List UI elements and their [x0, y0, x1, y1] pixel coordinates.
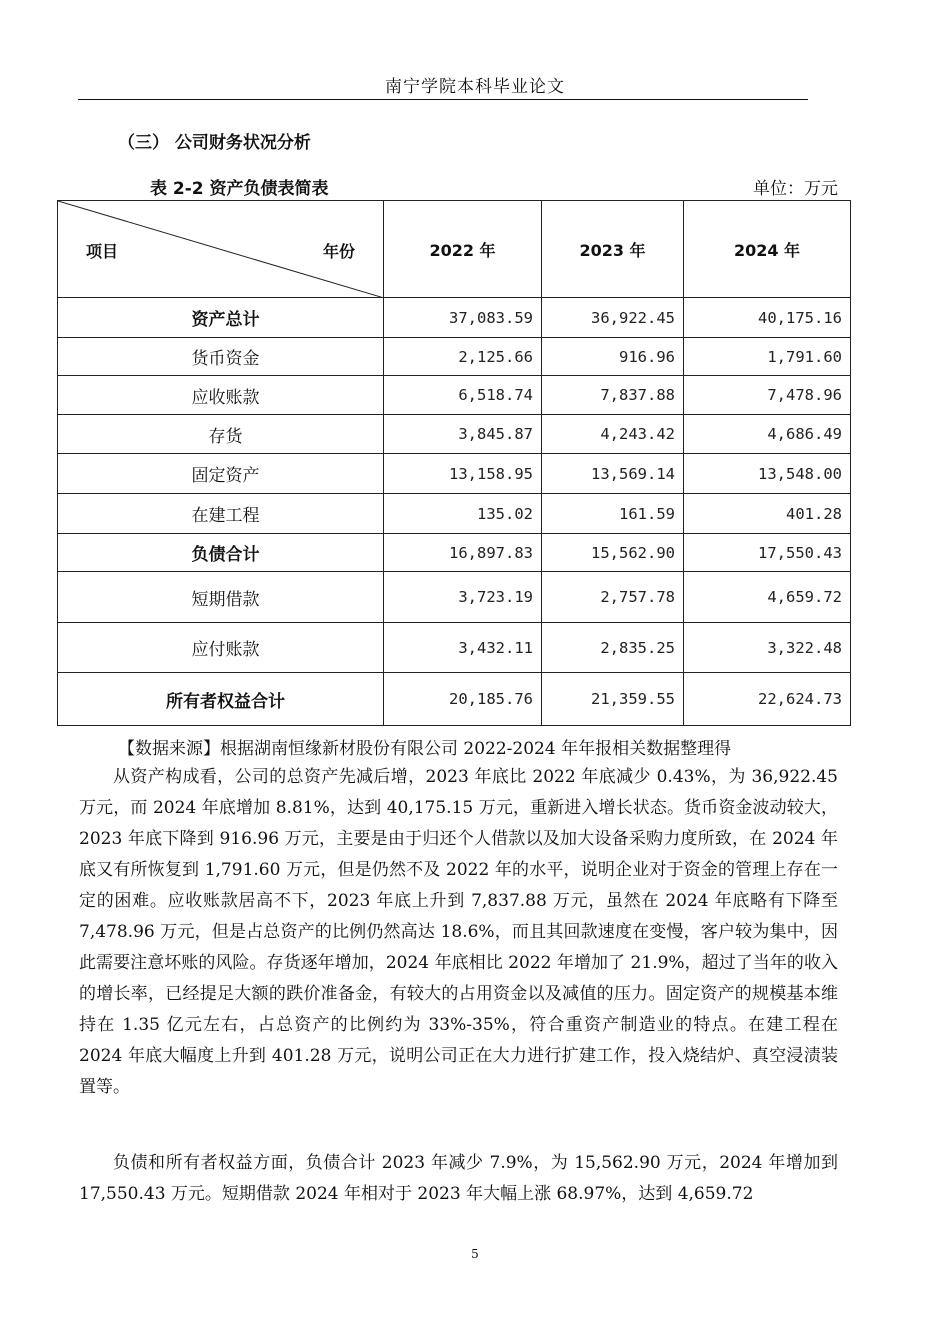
page-number: 5 [471, 1247, 479, 1261]
cell-value: 6,518.74 [384, 376, 542, 415]
cell-value: 401.28 [684, 494, 851, 534]
row-label: 存货 [58, 415, 384, 454]
cell-value: 3,322.48 [684, 623, 851, 673]
row-label: 应收账款 [58, 376, 384, 415]
row-label: 货币资金 [58, 338, 384, 376]
cell-value: 13,548.00 [684, 454, 851, 494]
body-paragraph-assets: 从资产构成看，公司的总资产先减后增，2023 年底比 2022 年底减少 0.43%，为 36,922.45 万元，而 2024 年底增加 8.81%，达到 40,175.15 万元，重新进入增长状态。货币资金波动较大，2023 年底下降到 916.96 万元，主要是由于归还个人借款以及加大设备采购力度所致，在 2024 年底又有所恢复到 1,791.60 万元，但是仍然不及 2022 年的水平，说明企业对于资金的管理上存在一定的困难。应收账款居高不下，2023 年底上升到 7,837.88 万元，虽然在 2024 年底略有下降至 7,478.96 万元，但是占总资产的比例仍然高达 18.6%，而且其回款速度在变慢，客户较为集中，因此需要注意坏账的风险。存货逐年增加，2024 年底相比 2022 年增加了 21.9%，超过了当年的收入的增长率，已经提足大额的跌价准备金，有较大的占用资金以及减值的压力。固定资产的规模基本维持在 1.35 亿元左右，占总资产的比例约为 33%-35%，符合重资产制造业的特点。在建工程在 2024 年底大幅度上升到 401.28 万元，说明公司正在大力进行扩建工作，投入烧结炉、真空浸渍装置等。 [79, 767, 838, 1097]
cell-value: 7,837.88 [542, 376, 684, 415]
table-header-row [58, 201, 851, 298]
table-row [58, 376, 851, 415]
table-row [58, 454, 851, 494]
cell-value: 135.02 [384, 494, 542, 534]
year-header-2022: 2022 年 [384, 201, 542, 298]
body-paragraph-liabilities: 负债和所有者权益方面，负债合计 2023 年减少 7.9%，为 15,562.90 万元，2024 年增加到 17,550.43 万元。短期借款 2024 年相对于 2023 年大幅上涨 68.97%，达到 4,659.72 [79, 1153, 838, 1204]
cell-value: 916.96 [542, 338, 684, 376]
cell-value: 21,359.55 [542, 673, 684, 726]
cell-value: 2,125.66 [384, 338, 542, 376]
year-header-2023: 2023 年 [542, 201, 684, 298]
row-label: 短期借款 [58, 572, 384, 623]
table-row [58, 298, 851, 338]
cell-value: 13,158.95 [384, 454, 542, 494]
cell-value: 161.59 [542, 494, 684, 534]
table-row [58, 494, 851, 534]
cell-value: 2,757.78 [542, 572, 684, 623]
corner-year-label: 年份 [322, 242, 355, 261]
year-header-2024: 2024 年 [684, 201, 851, 298]
table-row [58, 415, 851, 454]
corner-header-cell [58, 201, 384, 298]
table-unit: 单位：万元 [753, 179, 838, 199]
table-row [58, 534, 851, 572]
balance-sheet-table [57, 200, 851, 726]
cell-value: 2,835.25 [542, 623, 684, 673]
cell-value: 4,686.49 [684, 415, 851, 454]
cell-value: 36,922.45 [542, 298, 684, 338]
row-label: 所有者权益合计 [58, 673, 384, 726]
header-rule [78, 99, 808, 100]
table-row [58, 572, 851, 623]
table-row [58, 623, 851, 673]
data-source-note: 【数据来源】根据湖南恒缘新材股份有限公司 2022-2024 年年报相关数据整理得 [118, 739, 732, 759]
cell-value: 3,845.87 [384, 415, 542, 454]
page-header-title: 南宁学院本科毕业论文 [385, 77, 565, 97]
cell-value: 1,791.60 [684, 338, 851, 376]
row-label: 在建工程 [58, 494, 384, 534]
row-label: 固定资产 [58, 454, 384, 494]
corner-item-label: 项目 [86, 242, 119, 261]
balance-sheet-table-wrap [57, 200, 850, 726]
cell-value: 15,562.90 [542, 534, 684, 572]
cell-value: 4,243.42 [542, 415, 684, 454]
cell-value: 4,659.72 [684, 572, 851, 623]
cell-value: 13,569.14 [542, 454, 684, 494]
cell-value: 3,432.11 [384, 623, 542, 673]
cell-value: 22,624.73 [684, 673, 851, 726]
row-label: 应付账款 [58, 623, 384, 673]
cell-value: 17,550.43 [684, 534, 851, 572]
table-row [58, 673, 851, 726]
cell-value: 40,175.16 [684, 298, 851, 338]
cell-value: 16,897.83 [384, 534, 542, 572]
cell-value: 37,083.59 [384, 298, 542, 338]
cell-value: 20,185.76 [384, 673, 542, 726]
table-row [58, 338, 851, 376]
table-caption: 表 2-2 资产负债表简表 [150, 179, 329, 199]
cell-value: 3,723.19 [384, 572, 542, 623]
section-heading: （三） 公司财务状况分析 [118, 133, 311, 153]
row-label: 资产总计 [58, 298, 384, 338]
row-label: 负债合计 [58, 534, 384, 572]
cell-value: 7,478.96 [684, 376, 851, 415]
